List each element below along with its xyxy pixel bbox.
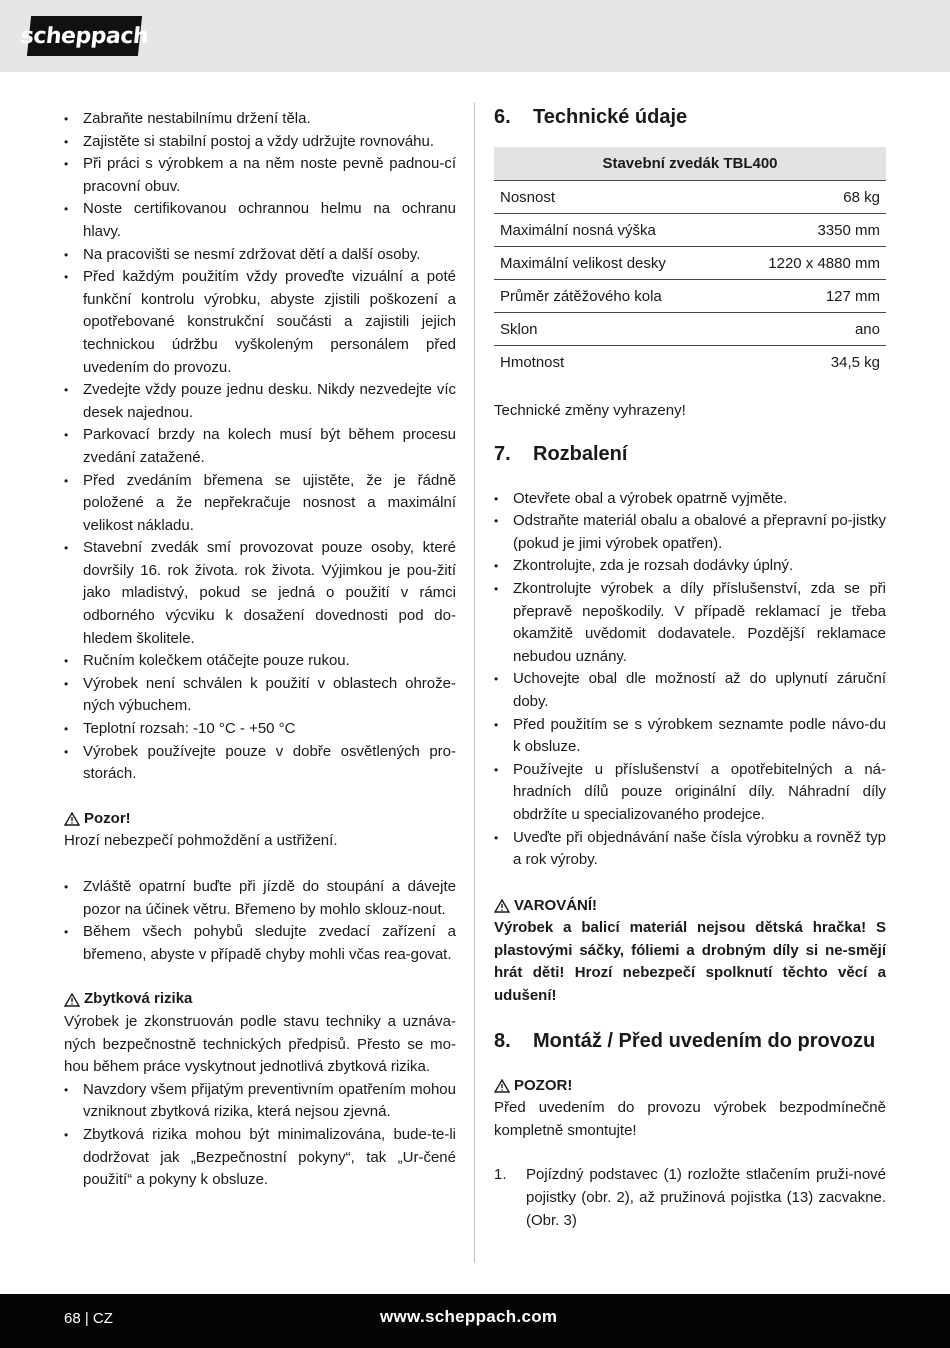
- list-item: • Na pracovišti se nesmí zdržovat dětí a další osoby.: [64, 244, 456, 267]
- warning-title: VAROVÁNÍ!: [514, 896, 598, 914]
- list-item: • Parkovací brzdy na kolech musí být během procesu zvedání zatažené.: [64, 424, 456, 469]
- list-item: • Otevřete obal a výrobek opatrně vyjměte.: [494, 488, 886, 511]
- list-item: • Uveďte při objednávání naše čísla výrobku a rovněž typ a rok výroby.: [494, 827, 886, 872]
- list-item: • Noste certifikovanou ochrannou helmu na ochranu hlavy.: [64, 198, 456, 243]
- caution-title: POZOR!: [514, 1076, 573, 1094]
- list-item: • Během všech pohybů sledujte zvedací zařízení a břemeno, abyste v případě chyby mohli včas rea-govat.: [64, 921, 456, 966]
- caution-title: Pozor!: [84, 809, 131, 827]
- scheppach-logo: [19, 16, 150, 56]
- caution-text: Před uvedením do provozu výrobek bezpodmínečně kompletně smontujte!: [494, 1099, 886, 1139]
- spec-value: 1220 x 4880 mm: [725, 247, 886, 280]
- spec-label: Sklon: [494, 313, 725, 346]
- table-header: Stavební zvedák TBL400: [494, 147, 886, 181]
- spec-value: 127 mm: [725, 280, 886, 313]
- list-item: • Zajistěte si stabilní postoj a vždy udržujte rovnováhu.: [64, 131, 456, 154]
- list-item: • Zvláště opatrní buďte při jízdě do stoupání a dávejte pozor na účinek větru. Břemeno by mohlo sklouz-nout.: [64, 876, 456, 921]
- spec-label: Nosnost: [494, 181, 725, 214]
- residual-risks-heading: [64, 988, 456, 1011]
- section-number: 6.: [494, 106, 511, 128]
- list-item: • Zvedejte vždy pouze jednu desku. Nikdy nezvedejte víc desek najednou.: [64, 379, 456, 424]
- list-item: • Před použitím se s výrobkem seznamte podle návo-du k obsluze.: [494, 714, 886, 759]
- list-item: • Zbytková rizika mohou být minimalizována, bude-te-li dodržovat jak „Bezpečnostní pokyny“, tak „Ur-čené použití“ a pokyny k obsluze.: [64, 1124, 456, 1192]
- page-header: [0, 0, 950, 72]
- spec-label: Maximální nosná výška: [494, 214, 725, 247]
- list-item: • Navzdory všem přijatým preventivním opatřením mohou vzniknout zbytková rizika, která nejsou zjevná.: [64, 1079, 456, 1124]
- list-item: • Ručním kolečkem otáčejte pouze rukou.: [64, 650, 456, 673]
- column-divider: [474, 103, 475, 1263]
- section-8-heading: [494, 1030, 886, 1053]
- spec-value: 34,5 kg: [830, 353, 880, 371]
- assembly-steps: [494, 1164, 886, 1232]
- caution-heading: [64, 808, 456, 831]
- list-item: • Používejte u příslušenství a opotřebitelných a ná-hradních dílů pouze originální díly. Náhradní díly obdržíte u specializovaného prodejce.: [494, 759, 886, 827]
- residual-risks-title: Zbytková rizika: [84, 990, 193, 1008]
- list-item: • Uchovejte obal dle možností až do uplynutí záruční doby.: [494, 668, 886, 713]
- spec-value: 3350 mm: [725, 214, 886, 247]
- list-item: • Odstraňte materiál obalu a obalové a přepravní po-jistky (pokud je jimi výrobek opatřen).: [494, 510, 886, 555]
- warning-triangle-icon: [494, 1079, 510, 1093]
- section-7-heading: [494, 443, 886, 466]
- spec-label: Hmotnost: [500, 353, 565, 371]
- table-row: [494, 247, 886, 280]
- caution-text: Hrozí nebezpečí pohmoždění a ustřižení.: [64, 832, 338, 850]
- warning-text: Výrobek a balicí materiál nejsou dětská hračka! S plastovými sáčky, fóliemi a drobným díly si ne-smějí hrát děti! Hrozí nebezpečí spolknutí těchto věcí a udušení!: [494, 919, 886, 1005]
- warning-triangle-icon: [64, 993, 80, 1007]
- page-footer: [0, 1294, 950, 1348]
- logo-text: scheppach: [19, 23, 150, 49]
- residual-risks-list: [64, 1079, 456, 1192]
- warning-triangle-icon: [494, 899, 510, 913]
- section-6-heading: [494, 106, 886, 129]
- section-title: Technické údaje: [533, 106, 688, 128]
- section-number: 7.: [494, 442, 511, 465]
- list-item: • Stavební zvedák smí provozovat pouze osoby, které dovršily 16. rok života. rok života. Výjimkou je pou-žití jako mladistvý, pokud se jedná o použití v rámci odborného výcviku k dosažení dovednosti pod do-hledem školitele.: [64, 537, 456, 650]
- left-column: [64, 108, 456, 1192]
- table-row: [494, 346, 886, 379]
- section-title: Rozbalení: [533, 442, 628, 465]
- list-item: • Zabraňte nestabilnímu držení těla.: [64, 108, 456, 131]
- list-item: • Zkontrolujte, zda je rozsah dodávky úplný.: [494, 555, 886, 578]
- list-item: • Před každým použitím vždy proveďte vizuální a poté funkční kontrolu výrobku, abyste zjistili poškození a opotřebované konstrukční součásti a zajistili jejich technickou údržbu vyškoleným personálem před uvedením do provozu.: [64, 266, 456, 379]
- table-row: [494, 313, 886, 346]
- website-url: www.scheppach.com: [380, 1307, 558, 1326]
- unpacking-list: [494, 488, 886, 872]
- safety-list-b: [64, 876, 456, 966]
- right-column: [494, 106, 886, 1232]
- step-number: 1.: [494, 1166, 507, 1184]
- section-number: 8.: [494, 1029, 511, 1052]
- list-item: • Před zvedáním břemena se ujistěte, že je řádně položené a že nepřekračuje nosnost a maximální velikost nákladu.: [64, 470, 456, 538]
- list-item: • Výrobek není schválen k použití v oblastech ohrože-ných výbuchem.: [64, 673, 456, 718]
- list-item: • Při práci s výrobkem a na něm noste pevně padnou-cí pracovní obuv.: [64, 153, 456, 198]
- warning-heading: [494, 895, 886, 918]
- technical-data-table: [494, 147, 886, 378]
- spec-label: Maximální velikost desky: [494, 247, 725, 280]
- section-title: Montáž / Před uvedením do provozu: [533, 1029, 876, 1052]
- spec-label: Průměr zátěžového kola: [494, 280, 725, 313]
- residual-risks-text: Výrobek je zkonstruován podle stavu techniky a uznáva-ných bezpečnostně technických předpisů. Přesto se mo-hou během práce vyskytnout jednotlivá zbytková rizika.: [64, 1012, 456, 1076]
- caution-heading: [494, 1075, 886, 1098]
- step-text: Pojízdný podstavec (1) rozložte stlačením pruži-nové pojistky (obr. 2), až pružinová pojistka (13) zacvakne. (Obr. 3): [526, 1166, 886, 1229]
- list-item: • Teplotní rozsah: -10 °C - +50 °C: [64, 718, 456, 741]
- tech-changes-note: Technické změny vyhrazeny!: [494, 402, 686, 419]
- table-row: [494, 214, 886, 247]
- page-number: 68 | CZ: [64, 1310, 113, 1327]
- safety-list-a: [64, 108, 456, 786]
- list-item: [494, 1164, 886, 1232]
- warning-triangle-icon: [64, 812, 80, 826]
- table-row: [494, 280, 886, 313]
- list-item: • Výrobek používejte pouze v dobře osvětlených pro-storách.: [64, 741, 456, 786]
- table-row: [494, 181, 886, 214]
- spec-value: 68 kg: [725, 181, 886, 214]
- list-item: • Zkontrolujte výrobek a díly příslušenství, zda se při přepravě nepoškodily. V případě reklamací je třeba okamžitě uvědomit dodavatele. Pozdější reklamace nebudou uznány.: [494, 578, 886, 668]
- spec-value: ano: [725, 313, 886, 346]
